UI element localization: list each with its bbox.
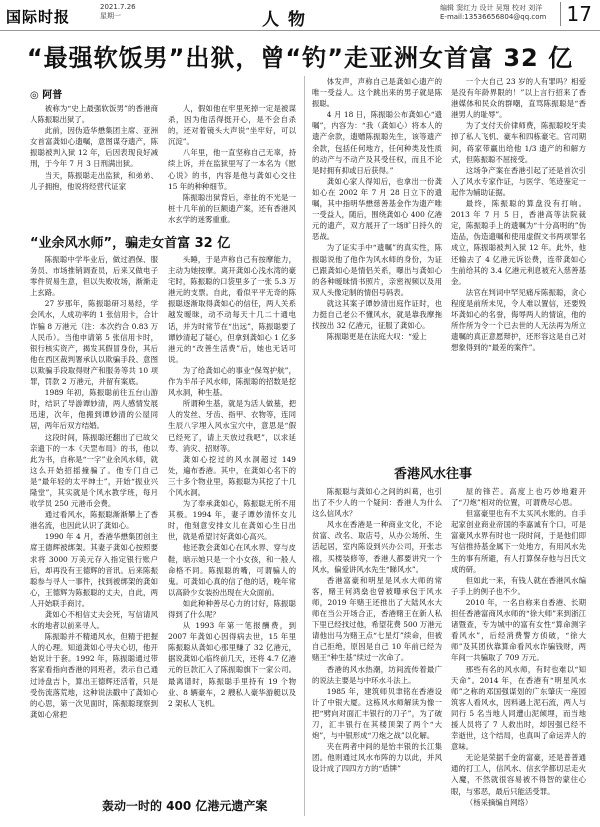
paragraph: 陈振聪更是在法庭大叹：“爱上 [326,332,427,342]
paragraph: 就这其案子谭妙清出庭作证时，也力挺自己老公不懂风水，就是靠我摩拖找按出 32 亿港元，征服了龚如心。 [312,298,442,331]
paragraph: 这场争产案在香港引起了还是首次引入了风水专家作证，与医学、笔迹鉴定一起作为辅助证据。 [451,165,586,197]
subheading-inheritance-case: 轰动一时的 400 亿港元遗产案 [102,799,268,813]
paragraph: 1990 年 4 月，香港华懋集团创主席王德辉被绑架。其妻子龚如心按照要求将 3000 万美元存入指定银行账户后，却再没有王德辉的音讯。后来陈振聪参与寻人一事件，找到被绑架的龚如心，王德辉为陈振聪的丈夫，自此，两人开始联手商讨。 [30,532,158,608]
paragraph: 体发声，声称自己是龚如心遗产的唯一受益人。这个跳出来的男子就是陈振聪。 [312,77,442,109]
newspaper-logo: 国际时报 [6,8,71,26]
paragraph: 当天，陈振聪走出监狱，和弟弟、儿子拥抱，他说将经营代证家 [30,170,158,191]
weekday-text: 星期一 [100,12,121,20]
paragraph: 这段时间，陈振聪还翻出了已故父亲遗下的一本《天罡布局》的书，他以此为书，自称是“一字”业余风水师，就这么开始招摇撞骗了。他专门自己是“最年轻的太平绅士”，开始“振业兴隆堂”，其实就是个风水教学班，每月收学员 250 元港币会费。 [30,432,158,509]
paragraph: 为了证实手中“遗嘱”的真实性，陈振聪说他了他作为风水师的身份，为证已跟龚如心是情侣关系，曝出与龚如心的各种暧昧情书照片，亲密视频以及用双人头像定制的情侣号码表。 [312,243,442,297]
paragraph: 龚如心家人得知后，也拿出一份龚如心在 2002 年 7 月 28 日立下的遗嘱，其中指明华懋慈善基金作为遗产唯一受益人，随后，围绕龚如心 400 亿港元的遗产，双方展开了一场旷日持久的恶战。 [312,176,442,242]
paragraph: 夹在两者中间的是怡丰银的长江集团。他则通过风水布阵的力以此，并风设计成了四四方方的“盾牌” [312,742,442,774]
paragraph: 法官在判词中罕见痛斥陈振聪，贪心程度是前所未见，令人难以置信，还要毁坏龚如心的名誉，侮辱两人的情谊，他的所作所为令一个已去世的人无法再为所立遗嘱的真正意愿辩护，还形容这是自己对想象得到的“最差的案件”。 [451,287,586,353]
paragraph: 龚如心挖过的风水洞超过 149 处，遍布香港。其中，在龚如心名下的三十多个物业里，陈振聪为其挖了十几个风水洞。 [168,454,296,497]
paragraph: 头睡，于是声称自己有按摩能力，主动为她按摩。离开龚如心浅水湾的豪宅时，陈振聪的口袋里多了一张 5.3 万港元的支票。自此，看似平平无奇的陈振聪逐渐取得龚如心的信任，两人关系越发暧昧，动不动每天十几二十通电话，并为时常节在“出远”，陈振聪要了谭妙清起了疑心，但拿到龚如心 1 亿多港元的“改善生活费”后，她也无话可说。 [168,255,296,364]
paragraph: 陈振聪中学毕业后，做过酒保、服务员、市场推销调查员，后来又做电子零件贸易生意，但以失败收场，渐渐走上玄路。 [30,255,158,298]
email-line: E-mail:13536656804@qq.com [440,13,547,21]
paragraph: 所谓种生基，就是为活人做墓，把人的发丝、牙齿、指甲、衣物等，连同生辰八字埋入风水宝穴中，意思是“假已经死了，请上天放过我吧”，以求延寿、消灾、招财等。 [168,399,296,453]
paragraph: 1989 年初，陈振聪前往五台山游时，结识了导游谭妙清，两人感情发展迅速，次年，他搬到谭妙清的公屋同居，两年后双方结婚。 [30,388,158,431]
paragraph: 风水在香港是一种商业文化，不论贫富、改名、取店号，从办公场所、生活起居，室内陈设到兴办公司，开张志禧，买楼装修等，香港人都要讲究一个风水，偏爱讲风水先生“睇风水”。 [312,520,442,574]
paragraph: 龚如心不相信丈夫会死，写信请风水的地者以前来寻人。 [30,610,158,631]
editor-credits [440,4,546,22]
issue-date [100,3,136,21]
subheading-amateur-fengshui: “业余风水师”，骗走女首富 32 亿 [30,236,231,251]
paragraph: 27 岁那年，陈振聪研习易经，学会风水，人成功率的 1 张信用卡，合计诈骗 8 万港元（注：本次约合 0.83 万人民币）。当他申请第 5 张信用卡时，银行核实资产，揭发其假冒身份，其后他在西区裁判署承认以欺骗手段、意图以欺骗手段取得财产和服务等共 10 项罪，罚款 2 万港元，并留有案底。 [30,299,158,387]
paragraph: 陈振聪出狱背后，牵扯的不光是一桩十几年前的巨额遗产案，还有香港风水玄学的迷雾重重。 [168,192,296,224]
paragraph: 通过看风水，陈振聪渐渐攀上了香港名流，也因此认识了龚如心。 [30,510,158,531]
paragraph: 他还教会龚如心在风水界、穿与皮鞋，暗示她只是一个小女孩，和一般人命格不同。陈振聪的嘴，可谓骗人的鬼。可龚如心真的信了他的话，晚年常以高龄少女装扮出现在大众面前。 [168,543,296,597]
paragraph: 无论是荣据千金的富豪，还是普普通通的打工人，信风水、信玄学都切忌走火入魔，不然就很容易被不得智的蒙住心眼，与邪恶，最后只能活受罪。 [451,753,586,796]
column-4-top [451,76,586,459]
paragraph: 2010 年，一名自称来自香港、长期担任香港富商风水师的“徐大师”来到浙江诸暨查，专为城中的富有女性“算命测字看风水”，后经消费警方侦破，“徐大师”及其团伙靠算命看风水诈骗钱财，两年间一共骗取了 709 万元。 [451,597,586,663]
paragraph: 陈振聪与龚如心之间的纠葛，也引出了不少人的一个疑问：香港人为什么这么信风水？ [312,487,442,519]
column-3-bottom [312,486,442,816]
column-1-middle [30,254,158,790]
subheading-hongkong-fengshui: 香港风水往事 [394,467,473,482]
paragraph: 如此种种善尽心力的讨好，陈振聪得到了什么呢？ [168,598,296,619]
section-title: 人物 [262,10,314,30]
paragraph: 香港富豪和明星是风水大师的常客，赌王何鸿燊也曾被曝承包于风水师，2019 年赌王还推出了大陆风水大师在当公开场合正，香港赌王在新人私下里已经找过他，希望花费 500 万港元请他出马为赌王点“七星灯”续命，但被自己拒绝，原因是自己 10 年前已经为赌王“种生基”续过一次命了。 [312,575,442,663]
paragraph: 八年里，他一直坚称自己无辜，持续上诉，并在监狱里写了一本名为《慰心说》的书，内容是他与龚如心交往 15 年的种种细节。 [168,148,296,191]
paragraph: 4 月 18 日，陈振聪公布龚如心“遗嘱”，内容为：“我（龚如心）将本人的遗产余款，遗赠陈振聪先生，该等遗产余款，包括任何地方，任何种类及性质的动产与不动产及其受任权，而且不论是时拥有抑或日后获得。” [312,110,442,175]
paragraph: 被称为“史上最强软饭男”的香港商人陈振聪出狱了。 [30,104,158,125]
paragraph: 一个大自己 23 岁的人有罪吗？相爱是没有年龄界限的！”以上言行招来了香港媒体和民众的群嘲，直骂陈振聪是“香港男人的耻辱”。 [451,77,586,120]
paragraph: 屋的锋芒。高度上也巧妙地避开了“刀炮”相对的位置，可谓费尽心思。 [451,487,586,508]
column-4-bottom [451,486,586,816]
article-headline: “最强软饭男”出狱，曾“钓”走亚洲女首富 32 亿 [26,44,574,72]
paragraph: 但富豪里也有不太买风水账的。自手起家创业商业帝国的李嘉诚有个口，可是富豪风水界有时也一段时间，于是他们即写信推持基金属下一处地方，有用风水先生的事有所避，有人打算保存他与吕氏文成的研。 [451,509,586,574]
column-2-top [168,103,296,227]
date-text: 2021.7.26 [100,3,136,11]
column-divider [304,76,305,816]
paragraph: 人，假如他在牢里死掉一定是被谋杀，因为他活得挺开心，是不会自杀的，还对着镜头大声说“坐牢好，可以沉淀”。 [168,104,296,147]
paragraph: 那些有名的风水师，有时也难以“知天命”。2014 年，在香港有“明星风水师”之称的邓国强谋划的广东肇庆一座园筑客人看风水，因料遇上泥石流，两人与同行 5 名当地人同遭山泥倾埋，而当地援人员将了 7 人救出时，却因强已经不幸逝世，这个结局，也真叫了命运弄人的意味。 [451,664,586,752]
paragraph: 最终，陈振聪的算盘没有打响。2013 年 7 月 5 日，香港高等法院裁定，陈振聪手上的遗嘱为“十分高明的”伪造品，伪造遗嘱和使用虚假文书两项罪名成立，陈振聪被判入狱 12 年。此外，他还输去了 4 亿港元诉讼费，连带龚如心生前给其的 3.4 亿港元利息被充入慈善基金。 [451,199,586,286]
paragraph: 1985 年，建筑师贝聿铭在香港设计了中银大厦。这栋风水师解读为像一把“劈向对面汇丰银行的刀子”，为了破刀，汇丰银行在其楼顶架了两个“大炮”，与中银形成“刀炮之战”以化解。 [312,686,442,741]
editor-line: 编辑 窦红力 设计 吴翔 校对 刘洋 [440,4,543,12]
column-1-top [30,103,158,227]
paragraph: 为了支付天价律师费，陈振聪咬牙卖掉了私人飞机、豪车和四栋豪宅。官司期间，蒋家带赢出给他 1/3 遗产的和解方式，但陈振聪不屈接受。 [451,121,586,164]
page-header [0,0,600,31]
article-author: ◎ 阿普 [30,90,63,101]
paragraph: 陈振聪并不精通风水，但精于把握人的心理。知道龚如心寻夫心切，他开始说计于套。1992 年，陈振聪通过带客家看指向香港的同班者，表示自己通过诗盘吉卜，算出王德辉还活着，只是受伤流落荒地，这种说法戳中了龚如心的心思，第一次见面时，陈振聪现察到龚如心常把 [30,632,158,719]
page-number: 17 [560,2,592,26]
paragraph: 香港的风水热潮，坊间流传着最广的说法主要是与中环水斗法上。 [312,664,442,685]
paragraph: 从 1993 年第一笔报酬费，到 2007 年龚如心因得病去世，15 年里陈振聪从龚如心那里赚了 32 亿港元，据说龚如心临终前几天，还将 4.7 亿港元的巨款汇入了陈振聪旗下一家公司。最离谱时，陈振聪手里持有 19 个物业、8 辆豪车，2 艘私人豪华游艇以及 2 架私人飞机。 [168,621,296,708]
paragraph: 此前，因伪造华懋集团主席、亚洲女首富龚如心遗嘱，意图谋夺遗产，陈振聪被判入狱 12 年，后因表现良好减刑，于今年 7 月 3 日刑满出狱。 [30,126,158,169]
paragraph: （杨采摘编自网络） [465,797,533,807]
paragraph: 但如此一来，有钱人就在香港风水编子手上的例子也不少。 [451,575,586,596]
paragraph: 为了给龚如心的事业“保驾护航”，作为半吊子风水师，陈振聪的招数是挖风水洞，种生基。 [168,365,296,398]
paragraph: 为了奉承龚如心，陈振聪无所不用其极。1994 年，妻子谭妙清怀女儿时，他刻意安排女儿在龚如心生日出世，就是希望讨好龚如心高兴。 [168,499,296,542]
column-2-middle [168,254,296,790]
column-3-top [312,76,442,459]
